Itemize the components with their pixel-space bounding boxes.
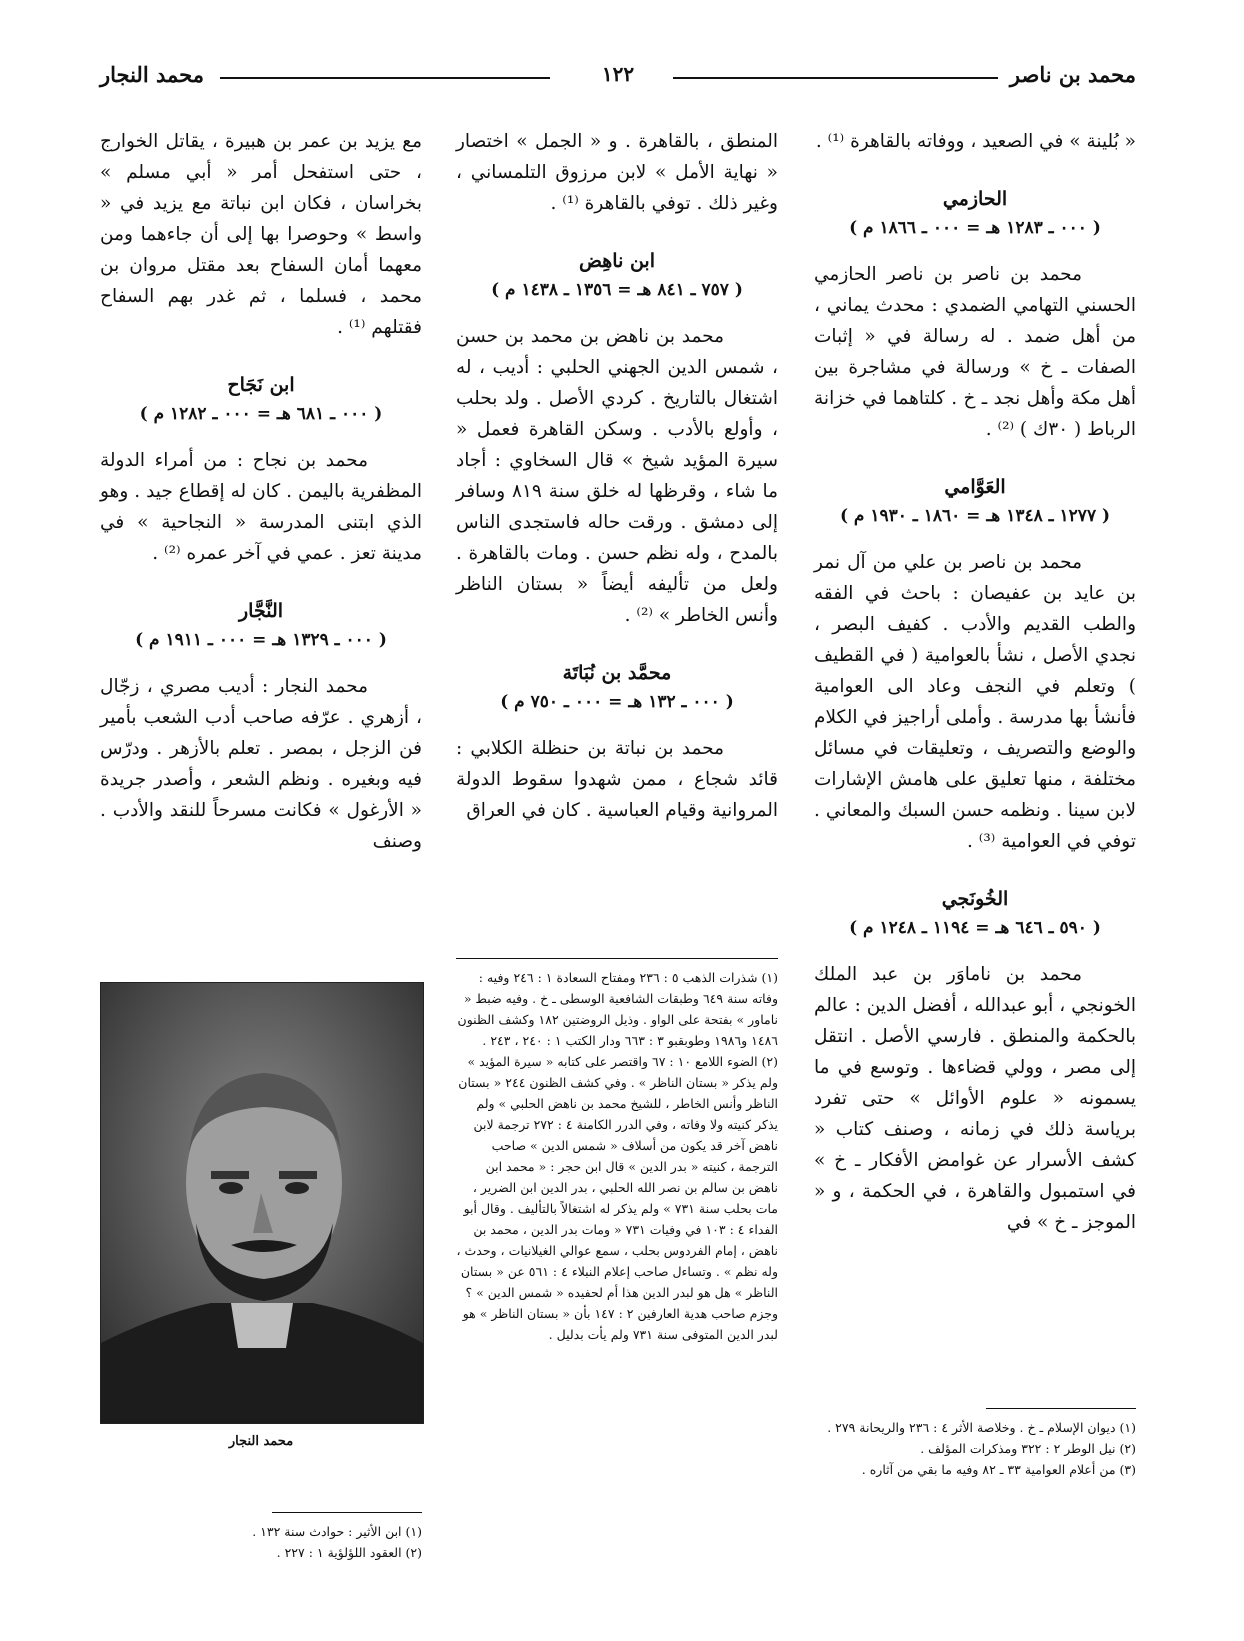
footnote: (٢) الضوء اللامع ١٠ : ٦٧ واقتصر على كتابه « سيرة المؤيد » ولم يذكر « بستان الناظر » . وفي كشف الظنون ٢٤٤ « بستان الناظر وأنس الخاطر ، للشيخ محمد بن ناهض الحلبي » ولم يذكر كنيته ولا وفاته ، وفي الدرر الكامنة ٤ : ٢٧٢ ترجمة لابن ناهض آخر قد يكون من أسلاف « شمس الدين » صاحب الترجمة ، كنيته « بدر الدين » قال ابن حجر : « محمد ابن ناهض بن سالم بن نصر الله الحلبي ، بدر الدين ابن الضرير ، مات بحلب سنة ٧٣١ » ولم يذكر له اشتغالاً بالتأليف . وقال أبو الفداء ٤ : ١٠٣ في وفيات ٧٣١ « ومات بدر الدين ، محمد بن ناهض ، إمام الفردوس بحلب ، سمع عوالي الغيلانيات ، وحدث ، وله نظم » . وتساءل صاحب إعلام النبلاء ٤ : ٥٦١ عن « بستان الناظر » هل هو لبدر الدين هذا أم لحفيده « شمس الدين » ؟ وجزم صاحب هدية العارفين ٢ : ١٤٧ بأن « بستان الناظر » هو لبدر الدين المتوفى سنة ٧٣١ ولم يأت بدليل . — [456, 1054, 778, 1342]
entry-title: الخُونَجي — [941, 888, 1009, 910]
footnotes-right — [814, 1408, 1136, 1480]
entry-dates: ( ٠٠٠ ـ ١٣٢٩ هـ = ٠٠٠ ـ ١٩١١ م ) — [135, 630, 387, 650]
entry-dates: ( ٠٠٠ ـ ١٣٢ هـ = ٠٠٠ ـ ٧٥٠ م ) — [500, 692, 734, 712]
entry-text: محمد بن ناماوَر بن عبد الملك الخونجي ، أبو عبدالله ، أفضل الدين : عالم بالحكمة والمنطق . فارسي الأصل . انتقل إلى مصر ، وولي قضاءها . وتوسع في ما يسمونه « علوم الأوائل » حتى تفرد برياسة ذلك في زمانه ، وصنف كتاب « كشف الأسرار عن غوامض الأفكار ـ خ » في استمبول والقاهرة ، في الحكمة ، و « الموجز ـ خ » في — [814, 964, 1136, 1233]
entry-text: محمد النجار : أديب مصري ، زجّال ، أزهري . عرّفه صاحب أدب الشعب بأمير فن الزجل ، بمصر . تعلم بالأزهر . ودرّس فيه وبغيره . ونظم الشعر ، وأصدر جريدة « الأرغول » فكانت مسرحاً للنقد والأدب . وصنف — [100, 676, 422, 852]
portrait-image — [101, 983, 423, 1423]
entry-dates: ( ١٢٧٧ ـ ١٣٤٨ هـ = ١٨٦٠ ـ ١٩٣٠ م ) — [839, 506, 1111, 526]
portrait-photo — [100, 982, 424, 1424]
entry-title: ابن نَجَاح — [227, 374, 295, 396]
footnote: (١) ديوان الإسلام ـ خ . وخلاصة الأثر ٤ : ٢٣٦ والريحانة ٢٧٩ . — [827, 1420, 1136, 1435]
footnote: (٢) نيل الوطر ٢ : ٣٢٢ ومذكرات المؤلف . — [920, 1441, 1136, 1456]
page-number: ١٢٢ — [601, 62, 635, 86]
entry-dates: ( ٥٩٠ ـ ٦٤٦ هـ = ١١٩٤ ـ ١٢٤٨ م ) — [849, 918, 1101, 938]
header-rule-left — [220, 77, 550, 79]
entry-dates: ( ٠٠٠ ـ ٦٨١ هـ = ٠٠٠ ـ ١٢٨٢ م ) — [139, 404, 383, 424]
continuation-text: مع يزيد بن عمر بن هبيرة ، يقاتل الخوارج ، حتى استفحل أمر « أبي مسلم » بخراسان ، فكان ابن نباتة مع يزيد في « واسط » وحوصرا بها إلى أن جاءهما ومن معهما أمان السفاح بعد مقتل مروان بن محمد ، فسلما ، ثم غدر بهم السفاح فقتلهم ⁽¹⁾ . — [100, 131, 422, 338]
entry-dates: ( ٧٥٧ ـ ٨٤١ هـ = ١٣٥٦ ـ ١٤٣٨ م ) — [491, 280, 743, 300]
entry-text: محمد بن ناصر بن علي من آل نمر بن عايد بن عفيصان : باحث في الفقه والطب القديم والأدب . كفيف البصر ، نجدي الأصل ، نشأ بالعوامية ( في القطيف ) وتعلم في النجف وعاد الى العوامية فأنشأ بها مدرسة . وأملى أراجيز في الكلام والوضع والتصريف ، وتعليقات في مسائل مختلفة ، منها تعليق على هامش الإشارات لابن سينا . ونظمه حسن السبك والمعاني . توفي في العوامية ⁽³⁾ . — [814, 552, 1136, 852]
running-header — [100, 62, 1136, 96]
entry-text: محمد بن ناهض بن محمد بن حسن ، شمس الدين الجهني الحلبي : أديب ، له اشتغال بالتاريخ . كردي الأصل . ولد بحلب ، وأولع بالأدب . وسكن القاهرة فعمل « سيرة المؤيد شيخ » قال السخاوي : أجاد ما شاء ، وقرظها له خلق سنة ٨١٩ وسافر إلى دمشق . ورقت حاله فاستجدى الناس بالمدح ، وله نظم حسن . ومات بالقاهرة . ولعل من تأليفه أيضاً « بستان الناظر وأنس الخاطر » ⁽²⁾ . — [456, 326, 779, 626]
entry-dates: ( ٠٠٠ ـ ١٢٨٣ هـ = ٠٠٠ ـ ١٨٦٦ م ) — [849, 218, 1101, 238]
footnote-divider — [456, 958, 778, 959]
continuation-text: « بُلينة » في الصعيد ، ووفاته بالقاهرة ⁽¹⁾ . — [815, 131, 1136, 152]
column-right — [814, 126, 1136, 1238]
continuation-text: المنطق ، بالقاهرة . و « الجمل » اختصار « نهاية الأمل » لابن مرزوق التلمساني ، وغير ذلك . توفي بالقاهرة ⁽¹⁾ . — [456, 131, 778, 214]
column-middle — [456, 126, 778, 826]
entry-text: محمد بن نجاح : من أمراء الدولة المظفرية باليمن . كان له إقطاع جيد . وهو الذي ابتنى المدرسة « النجاحية » في مدينة تعز . عمي في آخر عمره ⁽²⁾ . — [100, 450, 422, 564]
footnote-divider — [986, 1408, 1136, 1409]
footnote: (١) شذرات الذهب ٥ : ٢٣٦ ومفتاح السعادة ١ : ٢٤٦ وفيه : وفاته سنة ٦٤٩ وطبقات الشافعية الوسطى ـ خ . وفيه ضبط « ناماور » بفتحة على الواو . وذيل الروضتين ١٨٢ وكشف الظنون ١٤٨٦ و١٩٨٦ وطوبقبو ٣ : ٦٦٣ ودار الكتب ١ : ٢٤٠ ، ٢٤٣ . — [457, 970, 778, 1048]
footnote: (١) ابن الأثير : حوادث سنة ١٣٢ . — [252, 1524, 422, 1539]
footnote-divider — [272, 1512, 422, 1513]
entry-title: محمَّد بن نُبَاتَة — [562, 662, 672, 684]
entry-text: محمد بن ناصر بن ناصر الحازمي الحسني التهامي الضمدي : محدث يماني ، من أهل ضمد . له رسالة في « إثبات الصفات ـ خ » ورسالة في مشاجرة بين أهل مكة وأهل نجد ـ خ . كلتاهما في خزانة الرباط ( ٣٠ك ) ⁽²⁾ . — [814, 264, 1136, 440]
entry-title: الحازمي — [942, 188, 1008, 210]
footnote: (٣) من أعلام العوامية ٣٣ ـ ٨٢ وفيه ما بقي من آثاره . — [861, 1462, 1136, 1477]
entry-title: العَوَّامي — [944, 476, 1006, 498]
entry-text: محمد بن نباتة بن حنظلة الكلابي : قائد شجاع ، ممن شهدوا سقوط الدولة المروانية وقيام العباسية . كان في العراق — [456, 738, 778, 821]
entry-title: ابن ناهِض — [578, 250, 656, 272]
photo-caption: محمد النجار — [228, 1434, 294, 1449]
footnote: (٢) العقود اللؤلؤية ١ : ٢٢٧ . — [276, 1545, 422, 1560]
entry-title: النَّجَّار — [238, 600, 284, 622]
header-left-title: محمد النجار — [100, 62, 204, 87]
footnotes-left — [100, 1512, 422, 1563]
header-right-title: محمد بن ناصر — [1009, 62, 1136, 87]
column-left — [100, 126, 422, 857]
footnotes-middle — [456, 958, 778, 1345]
